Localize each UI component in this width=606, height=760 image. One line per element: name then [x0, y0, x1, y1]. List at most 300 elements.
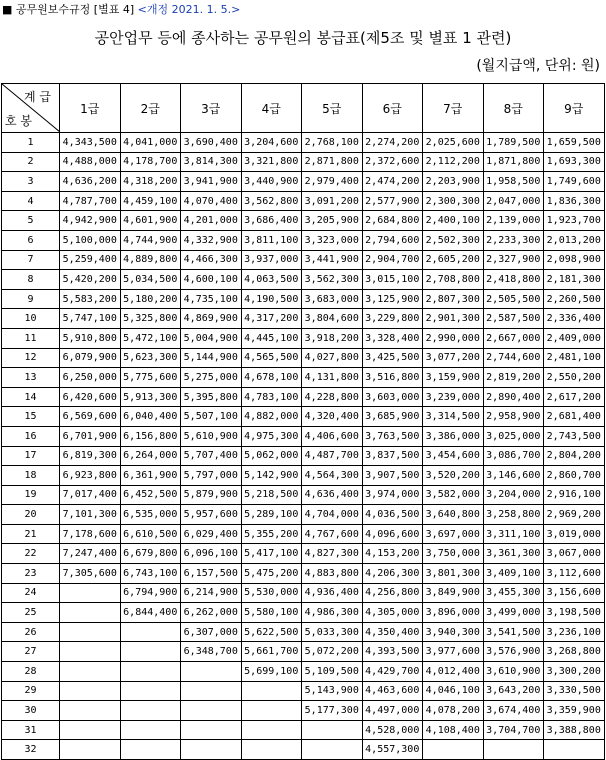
step-number-cell: 17	[2, 446, 60, 466]
table-row	[2, 603, 605, 623]
pay-cell: 4,487,700	[302, 446, 363, 466]
pay-cell: 4,783,100	[241, 387, 302, 407]
pay-cell: 3,937,000	[241, 250, 302, 270]
grade-header-row	[2, 84, 605, 133]
pay-cell: 5,142,900	[241, 466, 302, 486]
salary-table	[1, 83, 605, 760]
pay-cell: 4,463,600	[362, 681, 423, 701]
pay-cell: 6,794,900	[120, 583, 181, 603]
step-number-cell: 7	[2, 250, 60, 270]
step-number-cell: 16	[2, 426, 60, 446]
pay-cell: 5,355,200	[241, 524, 302, 544]
pay-cell	[241, 701, 302, 721]
table-row	[2, 348, 605, 368]
pay-cell: 2,617,200	[544, 387, 605, 407]
pay-cell: 2,979,400	[302, 172, 363, 192]
pay-cell: 4,565,500	[241, 348, 302, 368]
pay-cell: 4,201,000	[181, 211, 242, 231]
table-row	[2, 152, 605, 172]
pay-cell: 3,146,600	[483, 466, 544, 486]
table-row	[2, 387, 605, 407]
pay-cell: 4,883,800	[302, 564, 363, 584]
unit-note: (월지급액, 단위: 원)	[476, 58, 600, 74]
table-row	[2, 133, 605, 153]
pay-cell: 5,289,100	[241, 505, 302, 525]
pay-cell: 3,236,100	[544, 622, 605, 642]
pay-cell: 4,678,100	[241, 368, 302, 388]
pay-cell: 2,274,200	[362, 133, 423, 153]
pay-cell: 3,610,900	[483, 662, 544, 682]
table-row	[2, 446, 605, 466]
pay-cell: 4,445,100	[241, 328, 302, 348]
pay-cell: 5,218,500	[241, 485, 302, 505]
step-number-cell: 2	[2, 152, 60, 172]
pay-cell	[483, 740, 544, 760]
pay-cell: 1,871,800	[483, 152, 544, 172]
table-row	[2, 544, 605, 564]
grade-header: 9급	[544, 84, 605, 133]
pay-cell: 2,587,500	[483, 309, 544, 329]
pay-cell: 4,332,900	[181, 230, 242, 250]
pay-cell: 6,156,800	[120, 426, 181, 446]
pay-cell: 2,233,300	[483, 230, 544, 250]
table-row	[2, 328, 605, 348]
pay-cell: 3,941,900	[181, 172, 242, 192]
salary-table-body	[2, 133, 605, 760]
pay-cell: 3,541,500	[483, 622, 544, 642]
pay-cell: 4,986,300	[302, 603, 363, 623]
pay-cell: 2,807,300	[423, 289, 484, 309]
pay-cell: 2,605,200	[423, 250, 484, 270]
pay-cell: 3,361,300	[483, 544, 544, 564]
pay-cell: 4,636,200	[60, 172, 121, 192]
pay-cell: 6,264,000	[120, 446, 181, 466]
pay-cell: 6,307,000	[181, 622, 242, 642]
pay-cell: 2,958,900	[483, 407, 544, 427]
pay-cell	[120, 642, 181, 662]
square-bullet-icon: ■	[2, 3, 13, 16]
pay-cell	[181, 720, 242, 740]
pay-cell: 3,516,800	[362, 368, 423, 388]
grade-header: 5급	[302, 84, 363, 133]
pay-cell: 4,046,100	[423, 681, 484, 701]
pay-cell: 3,077,200	[423, 348, 484, 368]
step-number-cell: 18	[2, 466, 60, 486]
pay-cell: 4,406,600	[302, 426, 363, 446]
pay-cell: 2,871,800	[302, 152, 363, 172]
pay-cell: 2,890,400	[483, 387, 544, 407]
step-number-cell: 10	[2, 309, 60, 329]
table-row	[2, 191, 605, 211]
pay-cell: 1,923,700	[544, 211, 605, 231]
pay-cell	[60, 681, 121, 701]
step-number-cell: 25	[2, 603, 60, 623]
pay-cell: 5,475,200	[241, 564, 302, 584]
pay-cell: 2,794,600	[362, 230, 423, 250]
step-number-cell: 12	[2, 348, 60, 368]
pay-cell: 2,901,300	[423, 309, 484, 329]
pay-cell: 6,535,000	[120, 505, 181, 525]
pay-cell: 3,258,800	[483, 505, 544, 525]
pay-cell: 5,004,900	[181, 328, 242, 348]
pay-cell: 2,904,700	[362, 250, 423, 270]
pay-cell: 6,844,400	[120, 603, 181, 623]
pay-cell	[241, 681, 302, 701]
pay-cell: 3,562,300	[302, 270, 363, 290]
pay-cell: 3,674,400	[483, 701, 544, 721]
pay-cell: 6,452,500	[120, 485, 181, 505]
pay-cell	[60, 642, 121, 662]
table-row	[2, 368, 605, 388]
pay-cell: 4,488,000	[60, 152, 121, 172]
pay-cell: 2,768,100	[302, 133, 363, 153]
pay-cell: 3,940,300	[423, 622, 484, 642]
pay-cell: 3,454,600	[423, 446, 484, 466]
pay-cell: 4,153,200	[362, 544, 423, 564]
pay-cell: 3,974,000	[362, 485, 423, 505]
pay-cell: 5,507,100	[181, 407, 242, 427]
pay-cell: 4,429,700	[362, 662, 423, 682]
pay-cell: 6,040,400	[120, 407, 181, 427]
grade-header: 2급	[120, 84, 181, 133]
table-row	[2, 172, 605, 192]
step-number-cell: 32	[2, 740, 60, 760]
step-number-cell: 8	[2, 270, 60, 290]
pay-cell: 4,108,400	[423, 720, 484, 740]
step-number-cell: 11	[2, 328, 60, 348]
pay-cell: 5,957,600	[181, 505, 242, 525]
pay-cell: 3,918,200	[302, 328, 363, 348]
pay-cell: 5,622,500	[241, 622, 302, 642]
pay-cell	[544, 740, 605, 760]
step-number-cell: 28	[2, 662, 60, 682]
pay-cell: 2,577,900	[362, 191, 423, 211]
pay-cell: 5,623,300	[120, 348, 181, 368]
pay-cell: 4,869,900	[181, 309, 242, 329]
pay-cell: 4,827,300	[302, 544, 363, 564]
pay-cell: 2,684,800	[362, 211, 423, 231]
pay-cell: 3,907,500	[362, 466, 423, 486]
pay-cell: 6,569,600	[60, 407, 121, 427]
pay-cell	[120, 720, 181, 740]
pay-cell: 3,499,000	[483, 603, 544, 623]
pay-cell: 5,395,800	[181, 387, 242, 407]
pay-cell: 2,139,000	[483, 211, 544, 231]
table-row	[2, 740, 605, 760]
pay-cell: 5,109,500	[302, 662, 363, 682]
table-row	[2, 622, 605, 642]
table-row	[2, 720, 605, 740]
pay-cell: 4,466,300	[181, 250, 242, 270]
pay-cell: 2,203,900	[423, 172, 484, 192]
table-row	[2, 309, 605, 329]
table-row	[2, 662, 605, 682]
pay-cell: 5,143,900	[302, 681, 363, 701]
pay-cell: 3,156,600	[544, 583, 605, 603]
grade-header: 3급	[181, 84, 242, 133]
pay-cell: 3,683,000	[302, 289, 363, 309]
pay-cell: 3,576,900	[483, 642, 544, 662]
pay-cell: 4,889,800	[120, 250, 181, 270]
revision-note: <개정 2021. 1. 5.>	[137, 3, 241, 16]
pay-cell: 5,699,100	[241, 662, 302, 682]
pay-cell	[241, 720, 302, 740]
pay-cell: 3,455,300	[483, 583, 544, 603]
pay-cell: 6,679,800	[120, 544, 181, 564]
pay-cell: 3,268,800	[544, 642, 605, 662]
pay-cell: 3,690,400	[181, 133, 242, 153]
pay-cell: 5,472,100	[120, 328, 181, 348]
pay-cell: 4,600,100	[181, 270, 242, 290]
step-number-cell: 1	[2, 133, 60, 153]
grade-header: 7급	[423, 84, 484, 133]
pay-cell: 2,013,200	[544, 230, 605, 250]
step-number-cell: 14	[2, 387, 60, 407]
pay-cell: 7,101,300	[60, 505, 121, 525]
pay-cell: 4,228,800	[302, 387, 363, 407]
pay-cell: 2,969,200	[544, 505, 605, 525]
pay-cell: 4,350,400	[362, 622, 423, 642]
pay-cell: 4,942,900	[60, 211, 121, 231]
pay-cell: 3,359,900	[544, 701, 605, 721]
pay-cell: 4,636,400	[302, 485, 363, 505]
pay-cell: 1,693,300	[544, 152, 605, 172]
pay-cell: 4,027,800	[302, 348, 363, 368]
table-row	[2, 230, 605, 250]
pay-cell: 3,441,900	[302, 250, 363, 270]
pay-cell: 3,801,300	[423, 564, 484, 584]
pay-cell: 4,096,600	[362, 524, 423, 544]
pay-cell: 3,520,200	[423, 466, 484, 486]
step-number-cell: 30	[2, 701, 60, 721]
pay-cell: 6,610,500	[120, 524, 181, 544]
pay-cell: 5,100,000	[60, 230, 121, 250]
pay-cell: 5,180,200	[120, 289, 181, 309]
pay-cell	[181, 701, 242, 721]
pay-cell: 3,239,000	[423, 387, 484, 407]
pay-cell: 5,420,200	[60, 270, 121, 290]
pay-cell: 4,206,300	[362, 564, 423, 584]
pay-cell	[302, 720, 363, 740]
pay-cell: 5,033,300	[302, 622, 363, 642]
pay-cell	[241, 740, 302, 760]
pay-cell: 5,707,400	[181, 446, 242, 466]
pay-cell: 4,131,800	[302, 368, 363, 388]
step-axis-label: 호 봉	[5, 114, 32, 128]
pay-cell: 1,749,600	[544, 172, 605, 192]
pay-cell: 2,372,600	[362, 152, 423, 172]
step-number-cell: 4	[2, 191, 60, 211]
pay-cell: 3,328,400	[362, 328, 423, 348]
pay-cell: 6,348,700	[181, 642, 242, 662]
pay-cell	[60, 720, 121, 740]
pay-cell: 2,300,300	[423, 191, 484, 211]
pay-cell	[60, 740, 121, 760]
pay-cell: 6,096,100	[181, 544, 242, 564]
pay-cell: 6,079,900	[60, 348, 121, 368]
pay-cell	[60, 583, 121, 603]
step-number-cell: 6	[2, 230, 60, 250]
pay-cell: 2,181,300	[544, 270, 605, 290]
pay-cell: 3,804,600	[302, 309, 363, 329]
pay-cell: 5,144,900	[181, 348, 242, 368]
step-number-cell: 3	[2, 172, 60, 192]
pay-cell: 3,686,400	[241, 211, 302, 231]
table-row	[2, 270, 605, 290]
pay-cell: 2,481,100	[544, 348, 605, 368]
pay-cell: 6,420,600	[60, 387, 121, 407]
table-row	[2, 211, 605, 231]
pay-cell: 3,977,600	[423, 642, 484, 662]
pay-cell: 6,361,900	[120, 466, 181, 486]
pay-cell: 5,072,200	[302, 642, 363, 662]
pay-cell: 3,330,500	[544, 681, 605, 701]
pay-cell: 3,849,900	[423, 583, 484, 603]
grade-header: 8급	[483, 84, 544, 133]
pay-cell: 3,704,700	[483, 720, 544, 740]
pay-cell: 2,744,600	[483, 348, 544, 368]
pay-cell: 3,603,000	[362, 387, 423, 407]
pay-cell: 3,409,100	[483, 564, 544, 584]
pay-cell: 2,260,500	[544, 289, 605, 309]
pay-cell: 4,564,300	[302, 466, 363, 486]
table-row	[2, 407, 605, 427]
step-number-cell: 27	[2, 642, 60, 662]
step-number-cell: 21	[2, 524, 60, 544]
pay-cell: 4,393,500	[362, 642, 423, 662]
pay-cell: 5,610,900	[181, 426, 242, 446]
pay-cell: 5,747,100	[60, 309, 121, 329]
grade-header: 6급	[362, 84, 423, 133]
step-number-cell: 5	[2, 211, 60, 231]
pay-cell	[181, 662, 242, 682]
pay-cell: 7,305,600	[60, 564, 121, 584]
pay-cell: 6,743,100	[120, 564, 181, 584]
pay-cell: 5,580,100	[241, 603, 302, 623]
pay-cell: 5,879,900	[181, 485, 242, 505]
pay-cell: 4,256,800	[362, 583, 423, 603]
table-row	[2, 681, 605, 701]
pay-cell: 4,497,000	[362, 701, 423, 721]
pay-cell: 4,178,700	[120, 152, 181, 172]
pay-cell: 3,425,500	[362, 348, 423, 368]
pay-cell: 3,388,800	[544, 720, 605, 740]
pay-cell: 2,336,400	[544, 309, 605, 329]
pay-cell: 3,562,800	[241, 191, 302, 211]
pay-cell: 2,409,000	[544, 328, 605, 348]
pay-cell: 2,502,300	[423, 230, 484, 250]
pay-cell: 3,837,500	[362, 446, 423, 466]
pay-cell: 3,582,000	[423, 485, 484, 505]
pay-cell: 4,070,400	[181, 191, 242, 211]
pay-cell: 2,916,100	[544, 485, 605, 505]
pay-cell: 5,034,500	[120, 270, 181, 290]
pay-cell	[60, 662, 121, 682]
pay-cell	[181, 740, 242, 760]
pay-cell: 2,990,000	[423, 328, 484, 348]
grade-header: 4급	[241, 84, 302, 133]
pay-cell: 3,321,800	[241, 152, 302, 172]
pay-cell	[120, 681, 181, 701]
pay-cell: 2,098,900	[544, 250, 605, 270]
step-number-cell: 26	[2, 622, 60, 642]
pay-cell: 5,661,700	[241, 642, 302, 662]
pay-cell: 3,015,100	[362, 270, 423, 290]
pay-cell: 3,314,500	[423, 407, 484, 427]
pay-cell: 3,086,700	[483, 446, 544, 466]
pay-cell: 3,205,900	[302, 211, 363, 231]
pay-cell: 5,583,200	[60, 289, 121, 309]
step-number-cell: 31	[2, 720, 60, 740]
pay-cell: 4,317,200	[241, 309, 302, 329]
pay-cell: 2,474,200	[362, 172, 423, 192]
pay-cell: 5,913,300	[120, 387, 181, 407]
pay-cell: 4,041,000	[120, 133, 181, 153]
pay-cell: 6,262,000	[181, 603, 242, 623]
pay-cell: 2,327,900	[483, 250, 544, 270]
pay-cell: 4,528,000	[362, 720, 423, 740]
pay-cell: 6,819,300	[60, 446, 121, 466]
pay-cell: 5,325,800	[120, 309, 181, 329]
step-number-cell: 19	[2, 485, 60, 505]
pay-cell: 6,701,900	[60, 426, 121, 446]
table-row	[2, 564, 605, 584]
pay-cell: 2,681,400	[544, 407, 605, 427]
pay-cell: 4,305,000	[362, 603, 423, 623]
pay-cell: 7,178,600	[60, 524, 121, 544]
pay-cell: 4,767,600	[302, 524, 363, 544]
step-number-cell: 15	[2, 407, 60, 427]
pay-cell: 3,204,000	[483, 485, 544, 505]
pay-cell: 4,318,200	[120, 172, 181, 192]
pay-cell	[302, 740, 363, 760]
pay-cell: 3,025,000	[483, 426, 544, 446]
pay-cell: 3,697,000	[423, 524, 484, 544]
table-row	[2, 642, 605, 662]
pay-cell: 3,159,900	[423, 368, 484, 388]
pay-cell: 3,019,000	[544, 524, 605, 544]
pay-cell: 2,047,000	[483, 191, 544, 211]
pay-cell: 4,063,500	[241, 270, 302, 290]
pay-cell: 4,190,500	[241, 289, 302, 309]
pay-cell: 4,557,300	[362, 740, 423, 760]
pay-cell: 4,601,900	[120, 211, 181, 231]
table-row	[2, 289, 605, 309]
pay-cell: 1,659,500	[544, 133, 605, 153]
pay-cell: 3,229,800	[362, 309, 423, 329]
table-row	[2, 466, 605, 486]
pay-cell: 2,418,800	[483, 270, 544, 290]
pay-cell: 3,091,200	[302, 191, 363, 211]
pay-cell: 5,062,000	[241, 446, 302, 466]
pay-cell: 1,958,500	[483, 172, 544, 192]
pay-cell: 3,204,600	[241, 133, 302, 153]
grade-header: 1급	[60, 84, 121, 133]
pay-cell: 3,067,000	[544, 544, 605, 564]
pay-cell: 6,923,800	[60, 466, 121, 486]
pay-cell: 3,125,900	[362, 289, 423, 309]
pay-cell: 4,036,500	[362, 505, 423, 525]
pay-cell: 3,300,200	[544, 662, 605, 682]
step-number-cell: 22	[2, 544, 60, 564]
pay-cell: 3,198,500	[544, 603, 605, 623]
pay-cell: 4,744,900	[120, 230, 181, 250]
pay-cell: 3,685,900	[362, 407, 423, 427]
pay-cell: 3,386,000	[423, 426, 484, 446]
pay-cell: 4,459,100	[120, 191, 181, 211]
pay-cell	[181, 681, 242, 701]
pay-cell: 3,896,000	[423, 603, 484, 623]
